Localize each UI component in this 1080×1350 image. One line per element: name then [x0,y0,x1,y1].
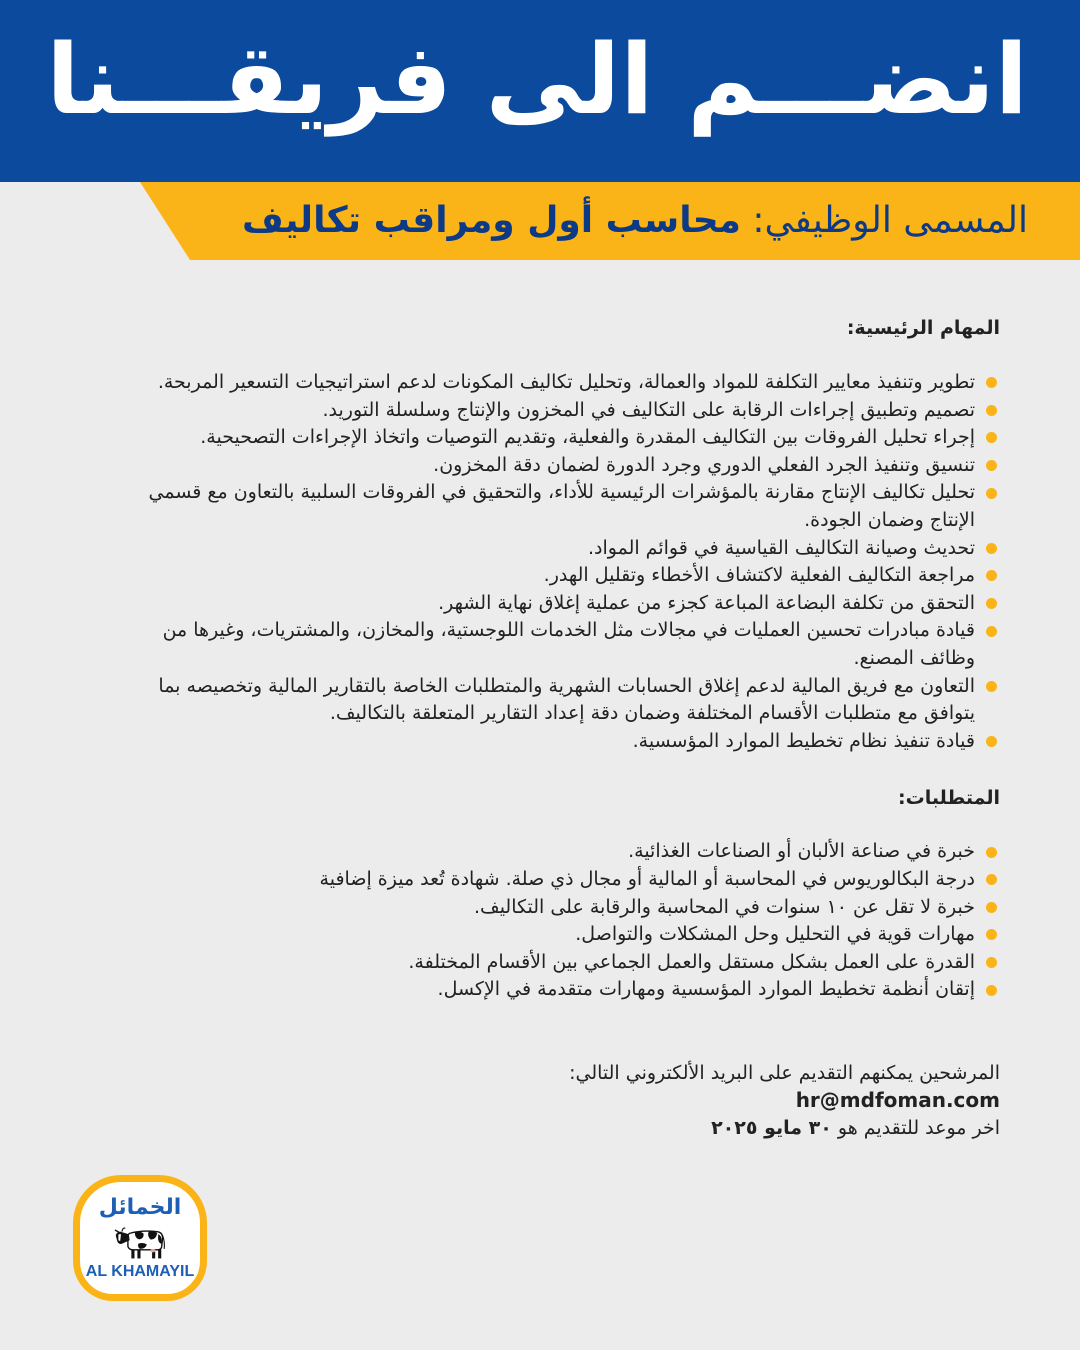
bullet-icon [986,929,997,940]
bullet-icon [986,985,997,996]
job-title-label: المسمى الوظيفي: [752,200,1028,241]
deadline-label: اخر موعد للتقديم هو [837,1116,1000,1139]
list-item [130,894,1000,922]
list-item [130,976,1000,1004]
responsibilities-heading: المهام الرئيسية: [846,317,1000,339]
list-item-text: تنسيق وتنفيذ الجرد الفعلي الدوري وجرد الدورة لضمان دقة المخزون. [433,453,975,476]
list-item [130,949,1000,977]
company-logo [73,1175,207,1301]
list-item-text: قيادة تنفيذ نظام تخطيط الموارد المؤسسية. [632,729,975,752]
bullet-icon [986,598,997,609]
list-item-text: إتقان أنظمة تخطيط الموارد المؤسسية ومهارات متقدمة في الإكسل. [437,978,975,1001]
header-band [0,0,1080,182]
list-item-text: خبرة لا تقل عن ١٠ سنوات في المحاسبة والرقابة على التكاليف. [473,895,975,918]
bullet-icon [986,488,997,499]
bullet-icon [986,543,997,554]
bullet-icon [986,736,997,747]
list-item-text: القدرة على العمل بشكل مستقل والعمل الجماعي بين الأقسام المختلفة. [408,950,975,973]
list-item [130,369,1000,397]
list-item [130,562,1000,590]
list-item-text: إجراء تحليل الفروقات بين التكاليف المقدرة والفعلية، وتقديم التوصيات واتخاذ الإجراءات التصحيحية. [200,426,975,449]
list-item-text: تحليل تكاليف الإنتاج مقارنة بالمؤشرات الرئيسية للأداء، والتحقيق في الفروقات السلبية بالتعاون مع قسمي الإنتاج وضمان الجودة. [148,481,975,531]
responsibilities-list [130,369,1000,755]
list-item [130,617,1000,672]
bullet-icon [986,432,997,443]
bullet-icon [986,377,997,388]
list-item-text: مهارات قوية في التحليل وحل المشكلات والتواصل. [575,923,975,946]
list-item [130,397,1000,425]
bullet-icon [986,460,997,471]
list-item [130,866,1000,894]
deadline-date: ٣٠ مايو ٢٠٢٥ [711,1116,832,1139]
bullet-icon [986,405,997,416]
list-item-text: درجة البكالوريوس في المحاسبة أو المالية أو مجال ذي صلة. شهادة تُعد ميزة إضافية [319,867,975,890]
requirements-heading: المتطلبات: [898,787,1000,810]
list-item [130,590,1000,618]
list-item-text: قيادة مبادرات تحسين العمليات في مجالات مثل الخدمات اللوجستية، والمخازن، والمشتريات، وغيرها من وظائف المصنع. [162,619,975,669]
list-item [130,479,1000,534]
application-email: hr@mdfoman.com [795,1088,1000,1113]
logo-arabic-name: الخمائل [98,1195,182,1220]
list-item-text: تطوير وتنفيذ معايير التكلفة للمواد والعمالة، وتحليل تكاليف المكونات لدعم استراتيجيات التسعير المربحة. [157,371,975,393]
bullet-icon [986,874,997,885]
bullet-icon [986,902,997,913]
list-item-text: التحقق من تكلفة البضاعة المباعة كجزء من عملية إغلاق نهاية الشهر. [438,591,975,614]
list-item [130,921,1000,949]
list-item [130,673,1000,728]
list-item [130,424,1000,452]
list-item-text: تحديث وصيانة التكاليف القياسية في قوائم المواد. [587,536,975,559]
list-item-text: تصميم وتطبيق إجراءات الرقابة على التكاليف في المخزون والإنتاج وسلسلة التوريد. [322,398,975,421]
list-item [130,535,1000,563]
list-item [130,728,1000,756]
list-item-text: خبرة في صناعة الألبان أو الصناعات الغذائية. [628,840,975,863]
list-item [130,452,1000,480]
application-info [130,1060,1000,1143]
application-intro: المرشحين يمكنهم التقديم على البريد الألكتروني التالي: [569,1061,1000,1084]
bullet-icon [986,626,997,637]
bullet-icon [986,681,997,692]
job-title-value: محاسب أول ومراقب تكاليف [241,200,741,241]
logo-english-name: AL KHAMAYIL [85,1263,195,1280]
bullet-icon [986,570,997,581]
page-title: انضـــم الى فريقـــنا [46,23,1028,136]
cow-icon [112,1223,168,1261]
list-item [130,838,1000,866]
job-title [242,182,1028,260]
application-deadline [130,1115,1000,1143]
bullet-icon [986,847,997,858]
list-item-text: التعاون مع فريق المالية لدعم إغلاق الحسابات الشهرية والمتطلبات الخاصة بالتقارير المالية وتخصيصه بما يتوافق مع متطلبات الأقسام المختلفة وضمان دقة إعداد التقارير المتعلقة بالتكاليف. [158,674,975,725]
bullet-icon [986,957,997,968]
job-details [130,314,1000,1142]
requirements-list [130,838,1000,1004]
list-item-text: مراجعة التكاليف الفعلية لاكتشاف الأخطاء وتقليل الهدر. [543,564,975,587]
